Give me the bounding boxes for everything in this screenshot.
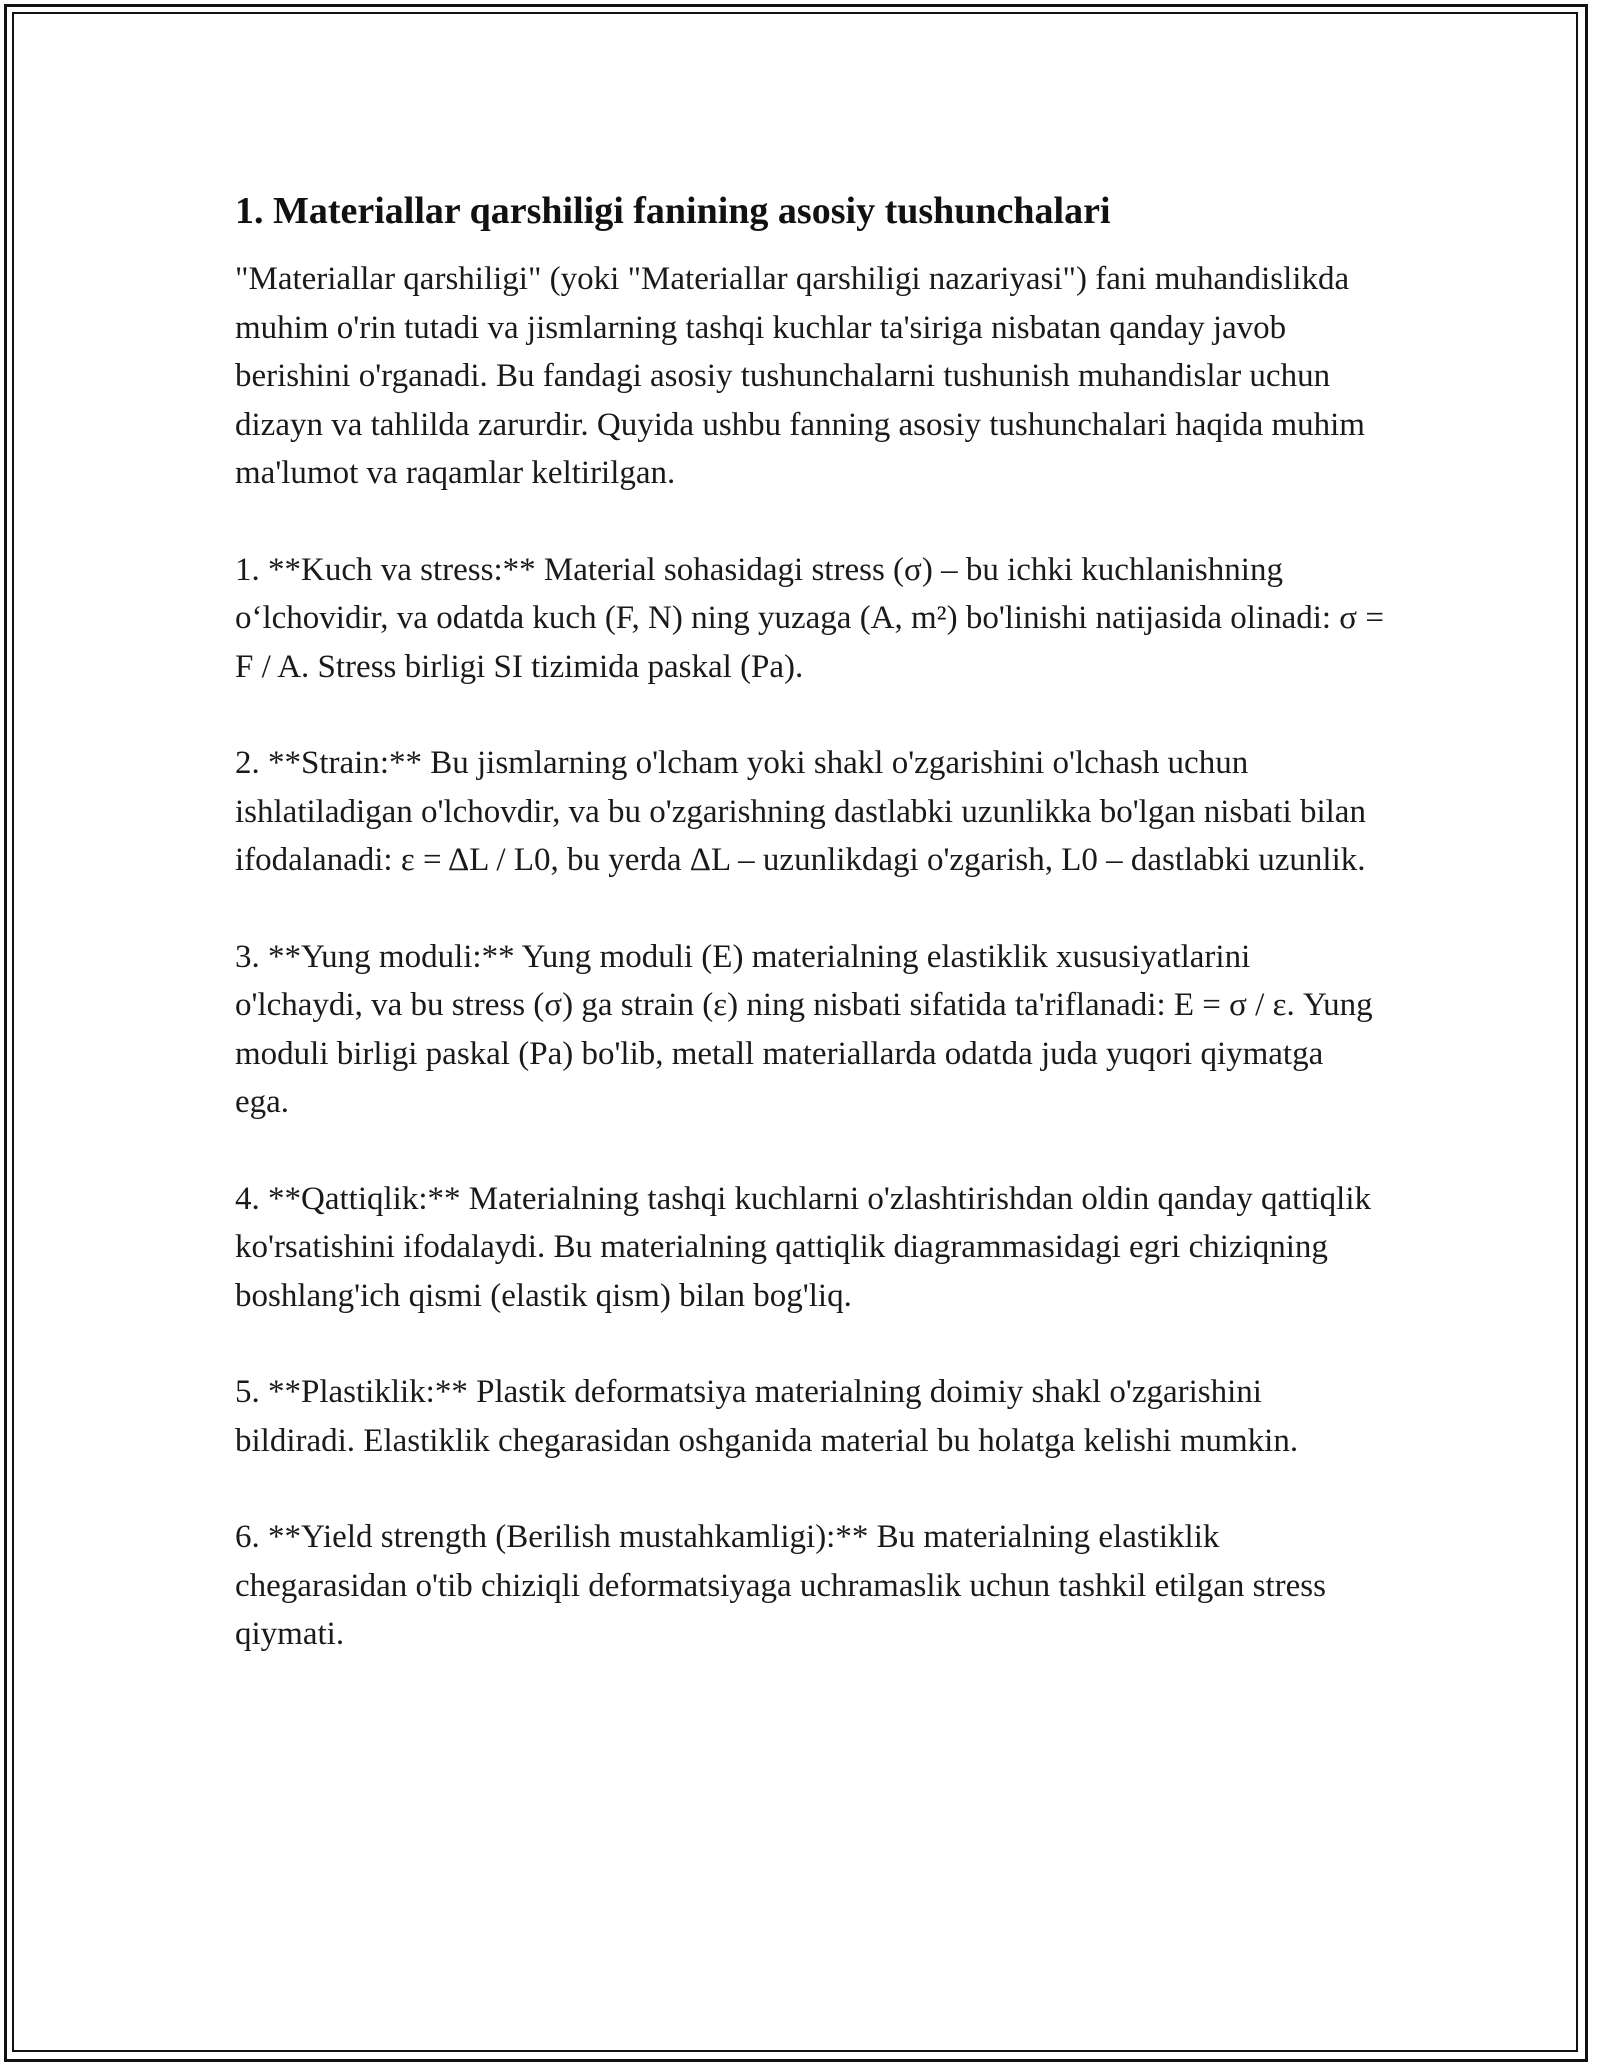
paragraph-yung-moduli: 3. **Yung moduli:** Yung moduli (E) materialning elastiklik xususiyatlarini o'lchaydi, va bu stress (σ) ga strain (ε) ning nisbati sifatida ta'riflanadi: E = σ / ε. Yung moduli birligi paskal (Pa) bo'lib, metall materiallarda odatda juda yuqori qiymatga ega. bbox=[235, 938, 1373, 1120]
document-body bbox=[235, 185, 1385, 1707]
paragraph-plastiklik: 5. **Plastiklik:** Plastik deformatsiya materialning doimiy shakl o'zgarishini bildiradi. Elastiklik chegarasidan oshganida material bu holatga kelishi mumkin. bbox=[235, 1374, 1299, 1459]
document-title: 1. Materiallar qarshiligi fanining asosiy tushunchalari bbox=[235, 190, 1111, 232]
paragraph-yield-strength: 6. **Yield strength (Berilish mustahkamligi):** Bu materialning elastiklik chegarasidan o'tib chiziqli deformatsiyaga uchramaslik uchun tashkil etilgan stress qiymati. bbox=[235, 1519, 1326, 1652]
paragraph-strain: 2. **Strain:** Bu jismlarning o'lcham yoki shakl o'zgarishini o'lchash uchun ishlatiladigan o'lchovdir, va bu o'zgarishning dastlabki uzunlikka bo'lgan nisbati bilan ifodalanadi: ε = ΔL / L0, bu yerda ΔL – uzunlikdagi o'zgarish, L0 – dastlabki uzunlik. bbox=[235, 745, 1366, 878]
paragraph-kuch-va-stress: 1. **Kuch va stress:** Material sohasidagi stress (σ) – bu ichki kuchlanishning o‘lchovidir, va odatda kuch (F, N) ning yuzaga (A, m²) bo'linishi natijasida olinadi: σ = F / A. Stress birligi SI tizimida paskal (Pa). bbox=[235, 551, 1384, 685]
paragraph-qattiqlik: 4. **Qattiqlik:** Materialning tashqi kuchlarni o'zlashtirishdan oldin qanday qattiqlik ko'rsatishini ifodalaydi. Bu materialning qattiqlik diagrammasidagi egri chiziqning boshlang'ich qismi (elastik qism) bilan bog'liq. bbox=[235, 1180, 1371, 1314]
intro-paragraph: "Materiallar qarshiligi" (yoki "Materiallar qarshiligi nazariyasi") fani muhandislikda muhim o'rin tutadi va jismlarning tashqi kuchlar ta'siriga nisbatan qanday javob berishini o'rganadi. Bu fandagi asosiy tushunchalarni tushunish muhandislar uchun dizayn va tahlilda zarurdir. Quyida ushbu fanning asosiy tushunchalari haqida muhim ma'lumot va raqamlar keltirilgan. bbox=[235, 261, 1365, 491]
